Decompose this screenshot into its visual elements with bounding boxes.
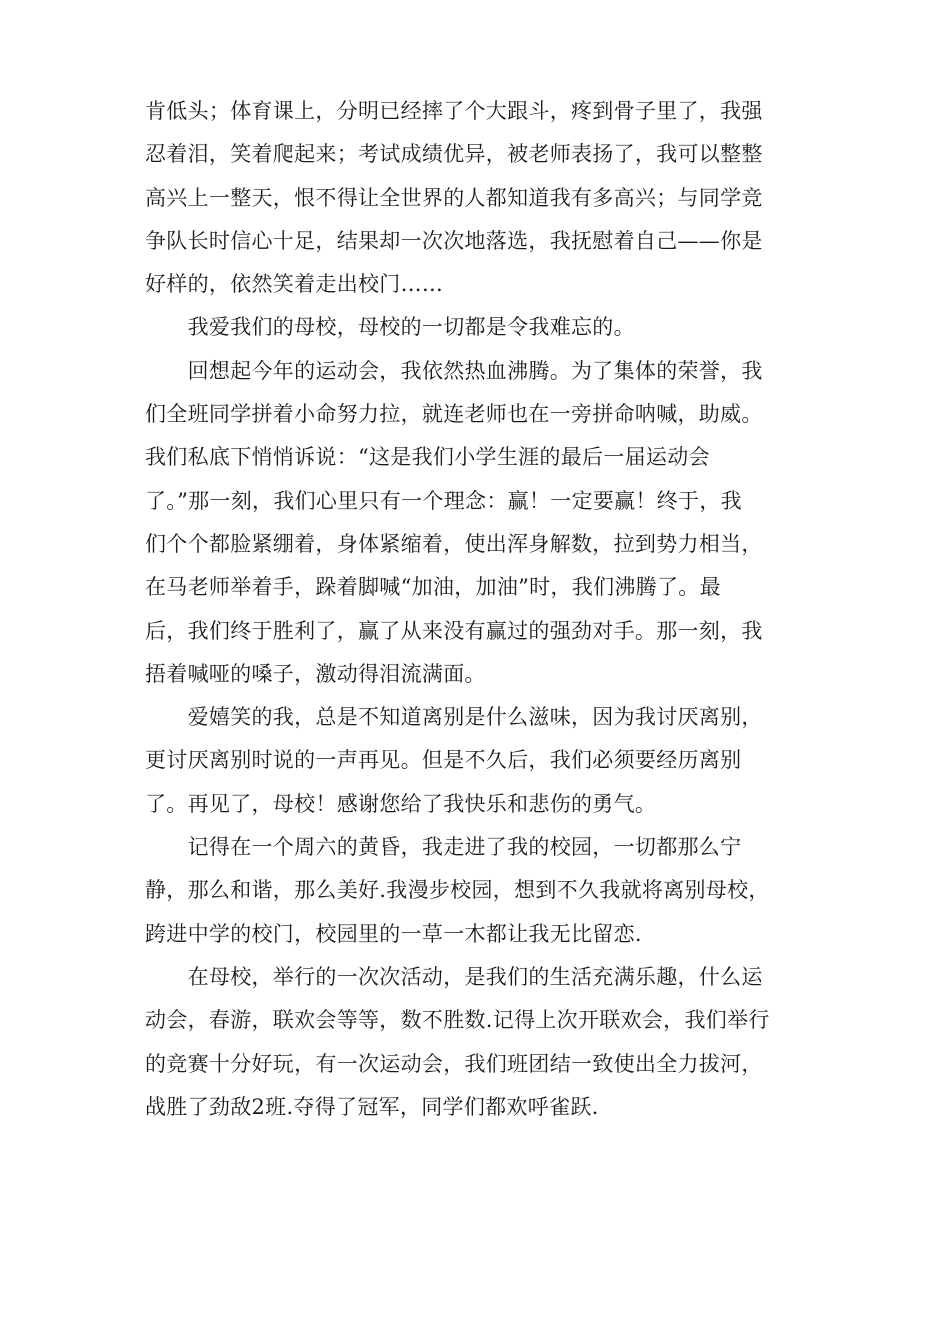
text-line: 在马老师举着手，跺着脚喊“加油，加油”时，我们沸腾了。最 [145,575,721,600]
text-line: 更讨厌离别时说的一声再见。但是不久后，我们必须要经历离别 [145,748,742,773]
text-line: 战胜了劲敌2班.夺得了冠军，同学们都欢呼雀跃. [145,1094,599,1119]
article-body [145,90,805,1129]
text-line: 们全班同学拼着小命努力拉，就连老师也在一旁拼命呐喊，助威。 [145,402,763,427]
text-line: 了。再见了，母校！感谢您给了我快乐和悲伤的勇气。 [145,791,657,816]
text-line: 捂着喊哑的嗓子，激动得泪流满面。 [145,661,486,686]
text-line: 的竞赛十分好玩，有一次运动会，我们班团结一致使出全力拔河， [145,1051,763,1076]
text-line: 忍着泪，笑着爬起来；考试成绩优异，被老师表扬了，我可以整整 [145,142,763,167]
text-line: 争队长时信心十足，结果却一次次地落选，我抚慰着自己——你是 [145,228,763,253]
text-line: 记得在一个周六的黄昏，我走进了我的校园，一切都那么宁 [145,835,742,860]
text-line: 跨进中学的校门，校园里的一草一木都让我无比留恋. [145,921,642,946]
text-line: 高兴上一整天，恨不得让全世界的人都知道我有多高兴；与同学竞 [145,185,763,210]
text-line: 了。”那一刻，我们心里只有一个理念：赢！一定要赢！终于，我 [145,488,742,513]
text-line: 回想起今年的运动会，我依然热血沸腾。为了集体的荣誉，我 [145,358,763,383]
text-line: 好样的，依然笑着走出校门…… [145,272,444,297]
text-line: 在母校，举行的一次次活动，是我们的生活充满乐趣，什么运 [145,964,763,989]
text-line: 后，我们终于胜利了，赢了从来没有赢过的强劲对手。那一刻，我 [145,618,763,643]
text-line: 动会，春游，联欢会等等，数不胜数.记得上次开联欢会，我们举行 [145,1008,770,1033]
text-line: 们个个都脸紧绷着，身体紧缩着，使出浑身解数，拉到势力相当， [145,531,763,556]
text-line: 肯低头；体育课上，分明已经摔了个大跟斗，疼到骨子里了，我强 [145,99,763,123]
text-line: 我爱我们的母校，母校的一切都是令我难忘的。 [145,315,635,340]
text-line: 我们私底下悄悄诉说：“这是我们小学生涯的最后一届运动会 [145,445,710,470]
text-line: 爱嬉笑的我，总是不知道离别是什么滋味，因为我讨厌离别， [145,705,763,730]
text-line: 静，那么和谐，那么美好.我漫步校园，想到不久我就将离别母校， [145,878,770,903]
